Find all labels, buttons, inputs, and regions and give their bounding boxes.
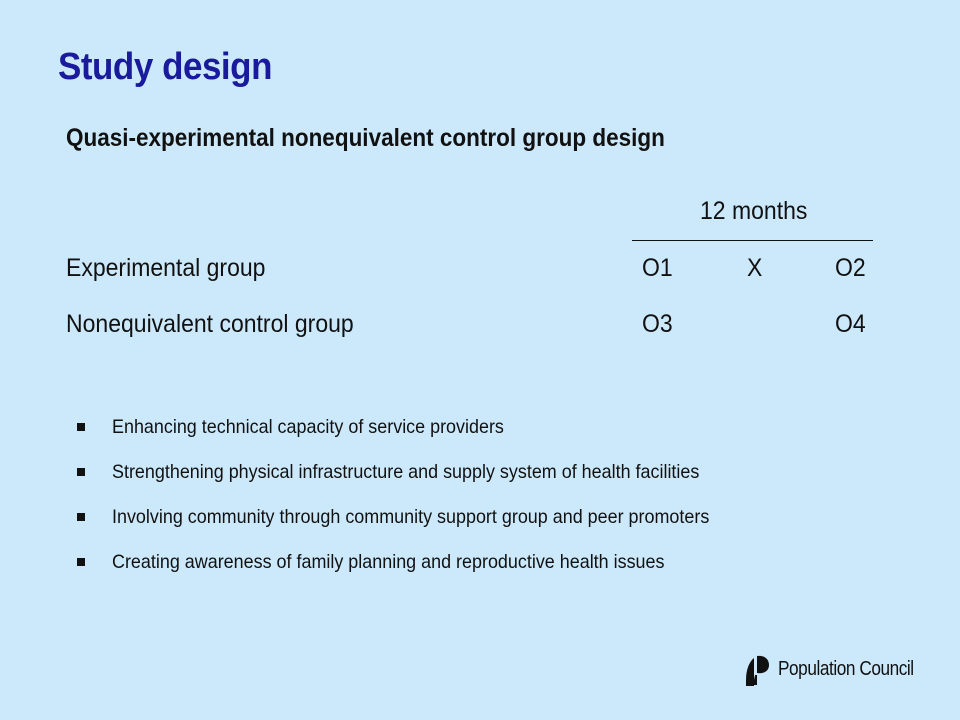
logo-text: Population Council	[778, 658, 914, 680]
group-label: Nonequivalent control group	[66, 310, 354, 338]
population-council-logo-icon	[742, 652, 772, 686]
intervention-marker: X	[747, 254, 763, 282]
experimental-group-row	[0, 254, 960, 288]
period-divider	[632, 240, 873, 241]
square-bullet-icon	[77, 468, 85, 476]
bullet-text: Involving community through community support group and peer promoters	[112, 506, 710, 528]
pre-observation: O3	[642, 310, 673, 338]
square-bullet-icon	[77, 423, 85, 431]
period-label: 12 months	[700, 197, 808, 225]
slide-title: Study design	[58, 46, 272, 88]
post-observation: O2	[835, 254, 866, 282]
square-bullet-icon	[77, 558, 85, 566]
bullet-text: Enhancing technical capacity of service providers	[112, 416, 504, 438]
square-bullet-icon	[77, 513, 85, 521]
bullet-text: Strengthening physical infrastructure and supply system of health facilities	[112, 461, 700, 483]
bullet-text: Creating awareness of family planning and reproductive health issues	[112, 551, 665, 573]
pre-observation: O1	[642, 254, 673, 282]
population-council-logo	[742, 652, 922, 686]
control-group-row	[0, 310, 960, 344]
slide-subtitle: Quasi-experimental nonequivalent control group design	[66, 124, 665, 152]
group-label: Experimental group	[66, 254, 266, 282]
post-observation: O4	[835, 310, 866, 338]
